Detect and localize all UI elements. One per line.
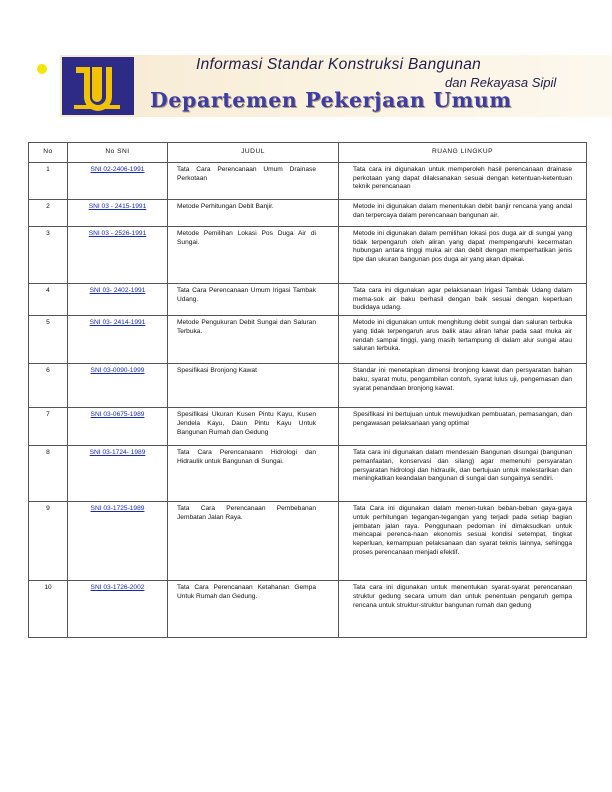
table-row xyxy=(29,200,587,227)
row-sni-cell xyxy=(68,284,168,316)
row-judul: Tata Cara Perencanaan Umum Drainase Perkotaan xyxy=(168,163,339,200)
pu-logo-icon xyxy=(62,57,134,115)
table-row xyxy=(29,364,587,408)
row-no: 10 xyxy=(29,581,68,638)
row-no: 9 xyxy=(29,502,68,581)
sni-link[interactable]: SNI 03- 2414-1991 xyxy=(89,319,146,327)
row-no: 2 xyxy=(29,200,68,227)
row-sni-cell xyxy=(68,408,168,446)
banner-subtitle: dan Rekayasa Sipil xyxy=(445,75,557,90)
row-sni-cell xyxy=(68,446,168,502)
col-header-ruang-lingkup: RUANG LINGKUP xyxy=(339,143,587,163)
table-row xyxy=(29,581,587,638)
row-sni-cell xyxy=(68,316,168,364)
table-row xyxy=(29,446,587,502)
row-judul: Tata Cara Perencanaan Ketahanan Gempa Untuk Rumah dan Gedung. xyxy=(168,581,339,638)
row-ruang-lingkup: Tata Cara ini digunakan dalam menen-tukan beban-beban gaya-gaya untuk perhitungan tegangan-tegangan yang terjadi pada setiap bagian jembatan jalan raya. Penggunaan pedoman ini dimaksudkan untuk mencapai perenca-naan ekonomis sesuai kondisi setempat, tingkat keperluan, kemampuan pelaksanaan dan syarat teknis lainnya, sehingga proses perencanaan menjadi efektif. xyxy=(339,502,587,581)
row-no: 8 xyxy=(29,446,68,502)
sni-link[interactable]: SNI 02-2406-1991 xyxy=(90,166,145,173)
department-title: Departemen Pekerjaan Umum xyxy=(150,88,512,112)
row-ruang-lingkup: Spesifikasi ini bertujuan untuk mewujudkan pembuatan, pemasangan, dan pengawasan pelaksanaan yang optimal xyxy=(339,408,587,446)
table-row xyxy=(29,163,587,200)
table-row xyxy=(29,502,587,581)
row-sni-cell xyxy=(68,227,168,284)
row-ruang-lingkup: Metode ini digunakan dalam pemilihan lokasi pos duga air di sungai yang tidak terpengaruh oleh aliran yang dapat mempengaruhi kecermatan hubungan antara tinggi muka air dan debit dengan memperhatikan jenis tipe dan ukuran bangunan pos duga air yang akan dipakai. xyxy=(339,227,587,284)
table-row xyxy=(29,284,587,316)
sni-table xyxy=(28,142,587,638)
row-sni-cell xyxy=(68,581,168,638)
sni-link[interactable]: SNI 03-1724- 1989 xyxy=(89,449,146,457)
row-sni-cell xyxy=(68,502,168,581)
row-no: 4 xyxy=(29,284,68,316)
sni-link[interactable]: SNI 03-1725-1989 xyxy=(90,505,145,513)
sni-link[interactable]: SNI 03- 2402-1991 xyxy=(89,287,146,294)
sni-link[interactable]: SNI 03-0090-1999 xyxy=(90,367,145,375)
row-ruang-lingkup: Metode ini digunakan untuk menghitung debit sungai dan saluran terbuka yang tidak terpengaruh arus balik atau aliran lahar pada saat muka air rendah sampai tinggi, yang masih tertampung di dalam alur sungai atau saluran terbuka. xyxy=(339,316,587,364)
sni-link[interactable]: SNI 03-0675-1989 xyxy=(90,411,145,419)
row-ruang-lingkup: Tata cara ini digunakan untuk menentukan syarat-syarat perencanaan struktur gedung secara umum dan untuk penentuan pengaruh gempa rencana untuk struktur-struktur bangunan rumah dan gedung xyxy=(339,581,587,638)
col-header-judul: JUDUL xyxy=(168,143,339,163)
row-judul: Spesifikasi Bronjong Kawat xyxy=(168,364,339,408)
row-sni-cell xyxy=(68,364,168,408)
table-header-row xyxy=(29,143,587,163)
row-ruang-lingkup: Tata cara ini digunakan agar pelaksanaan Irigasi Tambak Udang dalam mema-sok air baku berhasil dengan baik sesuai dengan keperluan budidaya udang. xyxy=(339,284,587,316)
col-header-no: No xyxy=(29,143,68,163)
banner-title: Informasi Standar Konstruksi Bangunan xyxy=(196,56,482,73)
table-row xyxy=(29,316,587,364)
sni-link[interactable]: SNI 03 - 2526-1991 xyxy=(88,230,147,237)
row-judul: Tata Cara Perencanaan Pembebanan Jembatan Jalan Raya. xyxy=(168,502,339,581)
row-judul: Spesifikasi Ukuran Kusen Pintu Kayu, Kusen Jendela Kayu, Daun Pintu Kayu Untuk Bangunan Rumah dan Gedung xyxy=(168,408,339,446)
row-no: 7 xyxy=(29,408,68,446)
row-ruang-lingkup: Tata cara ini digunakan untuk memperoleh hasil perencanaan drainase perkotaan yang dapat dilaksanakan sesuai dengan ketentuan-ketentuan teknik perencanaan xyxy=(339,163,587,200)
row-judul: Metode Pengukuran Debit Sungai dan Saluran Terbuka. xyxy=(168,316,339,364)
row-no: 6 xyxy=(29,364,68,408)
row-no: 5 xyxy=(29,316,68,364)
row-sni-cell xyxy=(68,200,168,227)
row-judul: Tata Cara Perencanaan Umum Irigasi Tambak Udang. xyxy=(168,284,339,316)
row-ruang-lingkup: Tata cara ini digunakan dalam mendesain Bangunan disungai (bangunan pemanfaatan, konservasi dan silang) agar memenuhi persyaratan persyaratan hidrologi dan hidraulik, dan bertujuan untuk melestarikan dan meningkatkan keandalan bangunan di sungai dan sungainya sendiri. xyxy=(339,446,587,502)
row-ruang-lingkup: Standar ini menetapkan dimensi bronjong kawat dan persyaratan bahan baku, syarat mutu, pengambilan contoh, syarat lulus uji, pengemasan dan syarat penandaan bronjong kawat. xyxy=(339,364,587,408)
row-sni-cell xyxy=(68,163,168,200)
sni-link[interactable]: SNI 03 - 2415-1991 xyxy=(88,203,147,210)
row-ruang-lingkup: Metode ini digunakan dalam menentukan debit banjir rencana yang andal dan terpercaya dalam perencanaan bangunan air. xyxy=(339,200,587,227)
row-judul: Tata Cara Perencanaann Hidrologi dan Hidraulik untuk Bangunan di Sungai. xyxy=(168,446,339,502)
col-header-no-sni: No SNI xyxy=(68,143,168,163)
table-row xyxy=(29,227,587,284)
row-no: 3 xyxy=(29,227,68,284)
row-judul: Metode Pemilihan Lokasi Pos Duga Air di Sungai. xyxy=(168,227,339,284)
sni-link[interactable]: SNI 03-1726-2002 xyxy=(90,584,145,592)
bullet-dot xyxy=(37,64,47,74)
row-no: 1 xyxy=(29,163,68,200)
row-judul: Metode Perhitungan Debit Banjir. xyxy=(168,200,339,227)
table-row xyxy=(29,408,587,446)
